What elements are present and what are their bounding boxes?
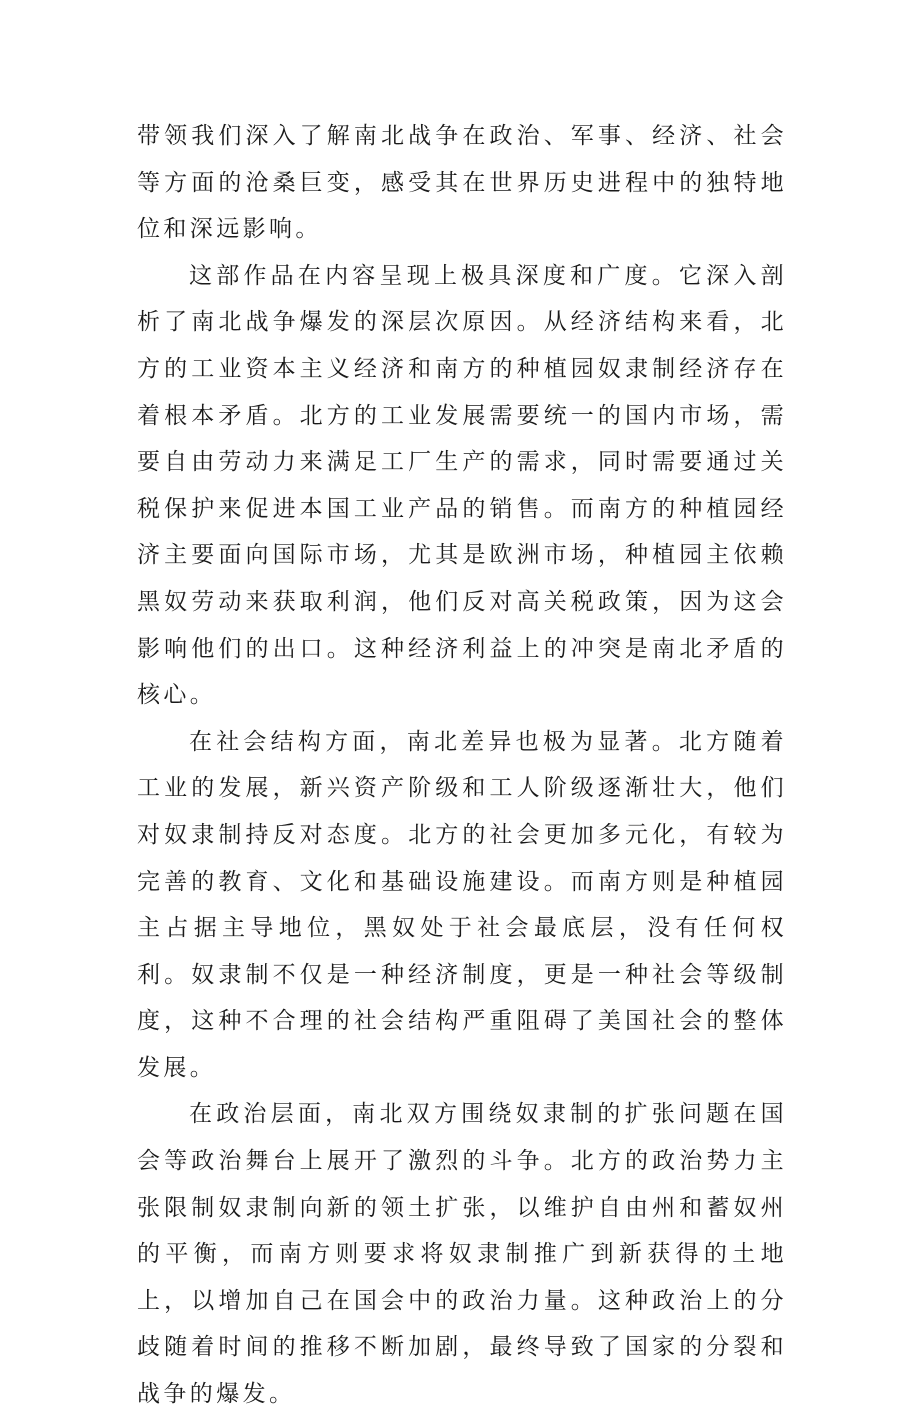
paragraph-content-depth: 这部作品在内容呈现上极具深度和广度。它深入剖析了南北战争爆发的深层次原因。从经济结构来看，北方的工业资本主义经济和南方的种植园奴隶制经济存在着根本矛盾。北方的工业发展需要统一的国内市场，需要自由劳动力来满足工厂生产的需求，同时需要通过关税保护来促进本国工业产品的销售。而南方的种植园经济主要面向国际市场，尤其是欧洲市场，种植园主依赖黑奴劳动来获取利润，他们反对高关税政策，因为这会影响他们的出口。这种经济利益上的冲突是南北矛盾的核心。 [137,262,787,709]
paragraph-political-level: 在政治层面，南北双方围绕奴隶制的扩张问题在国会等政治舞台上展开了激烈的斗争。北方的政治势力主张限制奴隶制向新的领土扩张，以维护自由州和蓄奴州的平衡，而南方则要求将奴隶制推广到新获得的土地上，以增加自己在国会中的政治力量。这种政治上的分歧随着时间的推移不断加剧，最终导致了国家的分裂和战争的爆发。 [137,1101,787,1408]
paragraph-continuation: 带领我们深入了解南北战争在政治、军事、经济、社会等方面的沧桑巨变，感受其在世界历史进程中的独特地位和深远影响。 [137,123,787,243]
paragraph-social-structure: 在社会结构方面，南北差异也极为显著。北方随着工业的发展，新兴资产阶级和工人阶级逐渐壮大，他们对奴隶制持反对态度。北方的社会更加多元化，有较为完善的教育、文化和基础设施建设。而南方则是种植园主占据主导地位，黑奴处于社会最底层，没有任何权利。奴隶制不仅是一种经济制度，更是一种社会等级制度，这种不合理的社会结构严重阻碍了美国社会的整体发展。 [137,728,787,1081]
body-text [137,113,787,1418]
